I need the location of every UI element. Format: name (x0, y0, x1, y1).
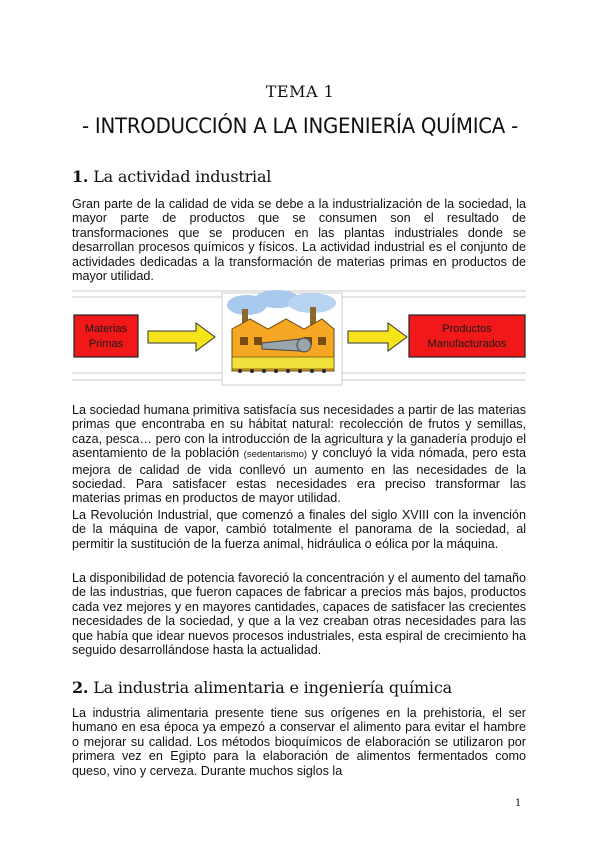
products-label-1: Productos (442, 323, 492, 335)
section-1-paragraph-1: Gran parte de la calidad de vida se debe a la industrialización de la sociedad, la mayor parte de productos que se consumen son el resultado de transformaciones que se producen en las plantas industriales donde se desarrollan procesos químicos y físicos. La actividad industrial es el conjunto de actividades dedicadas a la transformación de materias primas en productos de mayor utilidad. (72, 197, 526, 284)
process-diagram (72, 285, 526, 395)
page-number: 1 (515, 798, 522, 809)
raw-materials-label-1: Materias (84, 323, 128, 335)
industrial-process-figure (72, 285, 526, 395)
conveyor-belt-icon (232, 357, 334, 369)
raw-materials-label-2: Primas (88, 338, 124, 350)
section-2-number: 2. (72, 678, 89, 697)
section-2-title: La industria alimentaria e ingeniería química (93, 678, 452, 697)
manufactured-products-box (409, 315, 525, 357)
section-1-title: La actividad industrial (93, 167, 272, 186)
section-1-paragraph-2 (72, 403, 526, 506)
wrench-head-icon (297, 338, 311, 352)
paragraph-note: (sedentarismo) (243, 449, 308, 461)
window-icon (318, 337, 326, 345)
section-1-heading (72, 167, 271, 186)
raw-materials-box (74, 315, 138, 357)
window-icon (254, 337, 262, 345)
arrow-right-icon (348, 323, 407, 351)
factory-illustration (222, 290, 342, 385)
page-title: - INTRODUCCIÓN A LA INGENIERÍA QUÍMICA - (82, 114, 518, 139)
arrow-right-icon (148, 323, 215, 351)
products-label-2: Manufacturados (427, 338, 507, 350)
section-1-paragraph-3: La Revolución Industrial, que comenzó a finales del siglo XVIII con la invención de la máquina de vapor, cambió totalmente el panorama de la sociedad, al permitir la sustitución de la fuerza animal, hidráulica o eólica por la máquina. (72, 508, 526, 551)
paragraph-text: La sociedad humana primitiva satisfacía sus necesidades a partir de las materias primas que encontraba en su hábitat natural: recolección de frutos y semillas, caza, pesca… pero con la introducción de la agricultura y la ganadería produjo el asentamiento de la población (72, 403, 526, 461)
section-2-paragraph-1: La industria alimentaria presente tiene sus orígenes en la prehistoria, el ser humano en esa época ya empezó a conservar el alimento para evitar el hambre o mejorar su calidad. Los métodos bioquímicos de elaboración se utilizaron por primera vez en Egipto para la elaboración de alimentos fermentados como queso, vino y cerveza. Durante muchos siglos la (72, 706, 526, 778)
section-2-heading (72, 678, 452, 697)
window-icon (240, 337, 248, 345)
section-1-number: 1. (72, 167, 89, 186)
section-1-paragraph-4: La disponibilidad de potencia favoreció la concentración y el aumento del tamaño de las industrias, que fueron capaces de fabricar a precios más bajos, productos cada vez mejores y en mayores cantidades, capaces de satisfacer las crecientes necesidades de la sociedad, y que a la vez creaban otras necesidades para las que había que idear nuevos procesos industriales, esta espiral de crecimiento ha seguido desarrollándose hasta la actualidad. (72, 571, 526, 658)
paragraph-text: y concluyó la vida nómada, pero esta mejora de calidad de vida conllevó un aumento en las necesidades de la sociedad. Para satisfacer estas necesidades era preciso transformar las materias primas en productos de mayor utilidad. (72, 446, 526, 506)
chapter-label: TEMA 1 (265, 82, 335, 101)
